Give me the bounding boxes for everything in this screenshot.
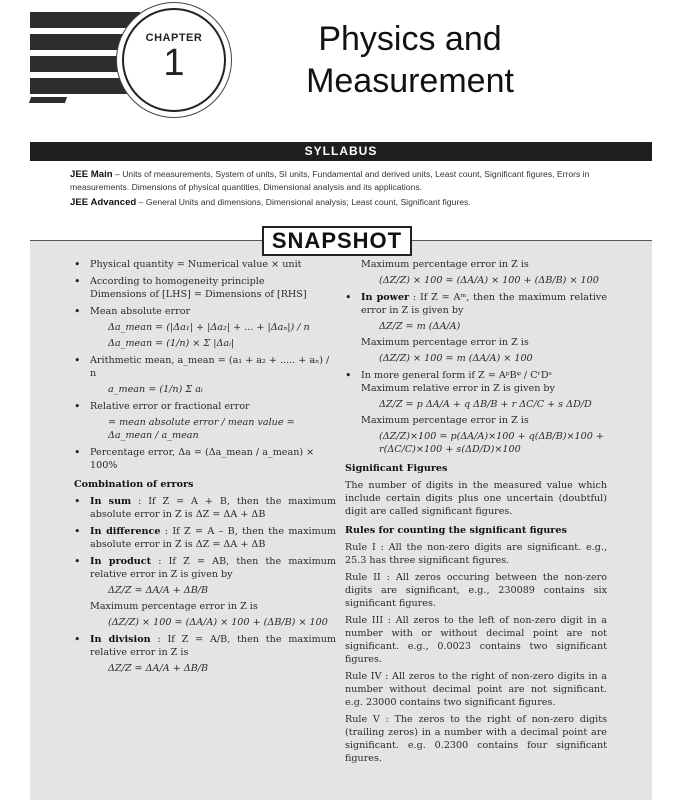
- equation: Δa_mean = (|Δa₁| + |Δa₂| + ... + |Δaₙ|) / n: [108, 322, 310, 333]
- chapter-number: 1: [163, 42, 185, 84]
- equation: (ΔZ/Z) × 100 = m (ΔA/A) × 100: [379, 353, 533, 364]
- list-item-text: Maximum percentage error in Z is: [361, 259, 529, 270]
- list-item-label: In difference: [90, 526, 161, 537]
- equation: = mean absolute error / mean value = Δa_mean / a_mean: [108, 417, 295, 441]
- list-item-text: • According to homogeneity principle: [90, 276, 265, 287]
- syllabus-jee-advanced: [70, 196, 630, 209]
- list-item: [345, 258, 607, 287]
- list-item-text: • Mean absolute error: [90, 306, 191, 317]
- snapshot-right-column: [345, 258, 607, 769]
- section-heading: Combination of errors: [74, 479, 194, 490]
- equation: a_mean = (1/n) Σ aᵢ: [108, 384, 203, 395]
- list-item: [345, 291, 607, 365]
- list-item: [345, 369, 607, 456]
- equation: (ΔZ/Z) × 100 = (ΔA/A) × 100 + (ΔB/B) × 100: [379, 275, 599, 286]
- list-item-text: • Arithmetic mean, a_mean = (a₁ + a₂ + ..... + aₙ) / n: [90, 355, 330, 379]
- equation: ΔZ/Z = ΔA/A + ΔB/B: [108, 663, 209, 674]
- section-heading: Significant Figures: [345, 463, 448, 474]
- list-item-text: Maximum relative error in Z is given by: [361, 383, 555, 394]
- list-item-text: • Relative error or fractional error: [90, 401, 250, 412]
- list-item: [74, 400, 336, 442]
- page-title: [240, 18, 580, 102]
- snapshot-title: SNAPSHOT: [262, 226, 412, 256]
- jee-advanced-text: – General Units and dimensions, Dimensional analysis; Least count, Significant figures.: [136, 197, 471, 207]
- rule-item: Rule V : The zeros to the right of non-zero digits (trailing zeros) in a number with a decimal point are significant. e.g. 0.2300 contains four significant figures.: [345, 714, 607, 764]
- list-item-text: Maximum percentage error in Z is: [361, 415, 529, 426]
- banner-stripe: [30, 12, 140, 28]
- list-item: [74, 495, 336, 521]
- equation: ΔZ/Z = ΔA/A + ΔB/B: [108, 585, 209, 596]
- equation: ΔZ/Z = m (ΔA/A): [379, 321, 461, 332]
- title-line-1: Physics and: [318, 20, 502, 58]
- rule-item: Rule III : All zeros to the left of non-zero digit in a number with or without decimal point are not significant. e.g., 0.0023 contains two significant figures.: [345, 615, 607, 665]
- rule-item: Rule IV : All zeros to the right of non-zero digits in a number without decimal point are not significant. e.g. 23000 contains two significant figures.: [345, 671, 607, 708]
- equation: (ΔZ/Z) × 100 = (ΔA/A) × 100 + (ΔB/B) × 100: [108, 617, 328, 628]
- list-item: [74, 354, 336, 396]
- snapshot-left-column: [74, 258, 336, 679]
- list-item-text: • In more general form if Z = AᵖBᵠ / CʳDˢ: [361, 370, 552, 381]
- title-line-2: Measurement: [306, 62, 514, 100]
- rule-item: Rule I : All the non-zero digits are significant. e.g., 25.3 has three significant figures.: [345, 542, 607, 566]
- list-item-text: : If Z = AB, then the maximum relative error in Z is given by: [90, 556, 336, 580]
- list-item: • Physical quantity = Numerical value × unit: [74, 258, 336, 271]
- list-item: • Percentage error, Δa = (Δa_mean / a_mean) × 100%: [74, 446, 336, 472]
- list-item: [74, 275, 336, 301]
- list-item-label: In sum: [90, 496, 132, 507]
- list-item-label: In product: [90, 556, 152, 567]
- equation: Δa_mean = (1/n) × Σ |Δaᵢ|: [108, 338, 235, 349]
- list-item: [74, 305, 336, 350]
- syllabus-jee-main: [70, 168, 630, 193]
- list-item-text: Maximum percentage error in Z is: [90, 601, 258, 612]
- list-item-text: Maximum percentage error in Z is: [361, 337, 529, 348]
- banner-tail: [29, 97, 67, 103]
- list-item-text: : If Z = A + B, then the maximum absolute error in Z is ΔZ = ΔA + ΔB: [90, 496, 336, 520]
- section-heading: Rules for counting the significant figures: [345, 525, 567, 536]
- list-item-label: In division: [90, 634, 151, 645]
- list-item-label: In power: [361, 292, 410, 303]
- paragraph: The number of digits in the measured value which include certain digits plus one uncertain (doubtful) digit are called significant figures.: [345, 480, 607, 517]
- list-item-text: : If Z = Aᵐ, then the maximum relative error in Z is given by: [361, 292, 607, 316]
- list-item-text: : If Z = A/B, then the maximum relative error in Z is: [90, 634, 336, 658]
- list-item: [74, 525, 336, 551]
- list-item-text: Dimensions of [LHS] = Dimensions of [RHS]: [90, 289, 307, 300]
- equation: (ΔZ/Z)×100 = p(ΔA/A)×100 + q(ΔB/B)×100 + r(ΔC/C)×100 + s(ΔD/D)×100: [379, 431, 604, 455]
- equation: ΔZ/Z = p ΔA/A + q ΔB/B + r ΔC/C + s ΔD/D: [379, 399, 592, 410]
- rule-item: Rule II : All zeros occuring between the non-zero digits are significant, e.g., 230089 contains six significant figures.: [345, 572, 607, 609]
- list-item-text: : If Z = A – B, then the maximum absolute error in Z is ΔZ = ΔA + ΔB: [90, 526, 336, 550]
- chapter-label: CHAPTER: [145, 32, 203, 44]
- list-item: [74, 633, 336, 675]
- jee-main-text: – Units of measurements, System of units, SI units, Fundamental and derived units, Least count, Significant figures, Errors in measurements. Dimensions of physical quantities, Dimensional analysis and its applications.: [70, 169, 590, 192]
- list-item: [74, 555, 336, 629]
- chapter-banner: [30, 12, 240, 102]
- jee-advanced-label: JEE Advanced: [70, 197, 137, 208]
- syllabus-heading: SYLLABUS: [30, 142, 652, 161]
- chapter-badge: [122, 8, 226, 112]
- jee-main-label: JEE Main: [70, 169, 113, 180]
